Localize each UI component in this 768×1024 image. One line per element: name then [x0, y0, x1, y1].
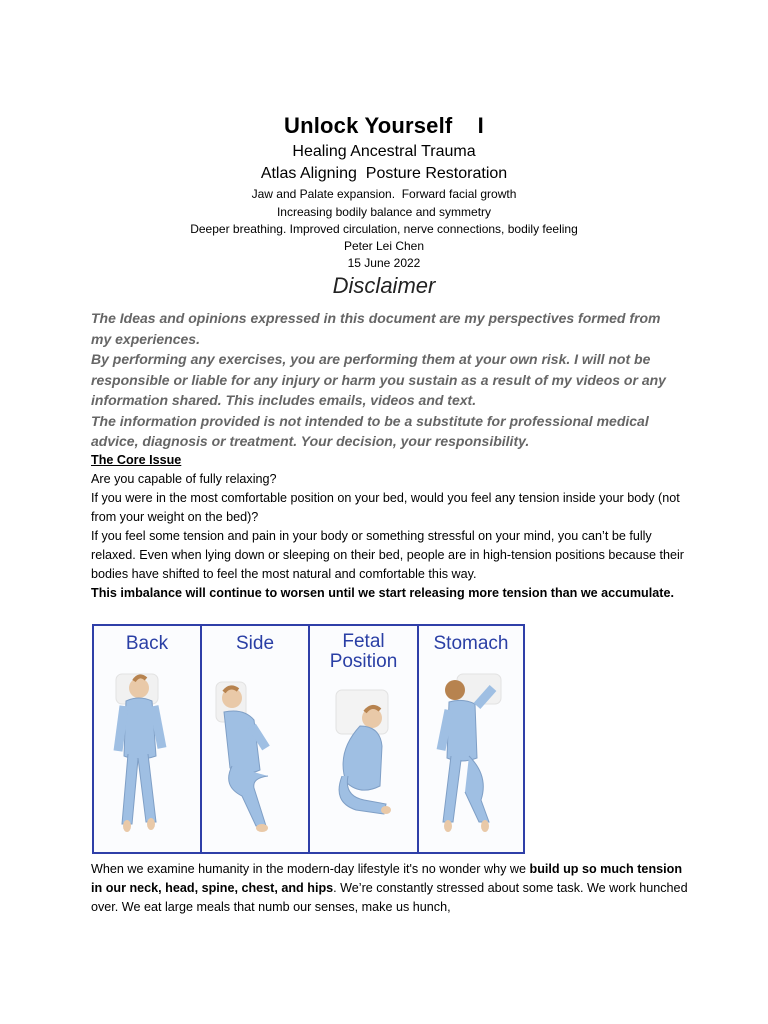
- bottom-text-start: When we examine humanity in the modern-day lifestyle it's no wonder why we: [91, 862, 530, 876]
- body-paragraph: If you were in the most comfortable position on your bed, would you feel any tension inside your body (not from your weight on the bed)?: [91, 491, 680, 524]
- core-issue-heading: The Core Issue: [91, 453, 182, 467]
- panel-fetal: [308, 624, 419, 854]
- disclaimer-paragraph: The information provided is not intended to be a substitute for professional medical advice, diagnosis or treatment. Your decision, your responsibility.: [91, 412, 649, 449]
- fetal-sleeper-illustration: [310, 626, 417, 852]
- panel-label-position: Position: [329, 651, 398, 672]
- body-paragraph: If you feel some tension and pain in your body or something stressful on your mind, you can’t be fully relaxed. Even when lying down or sleeping on their bed, people are in high-tension positions because their bodies have shifted to feel the most natural and comfortable this way.: [91, 529, 684, 581]
- bottom-paragraph: [91, 860, 691, 917]
- bottom-text-end: . We’re constantly stressed about some task. We work hunched over. We eat large meals that numb our senses, make us hunch,: [91, 881, 688, 914]
- sleep-positions-figure: [92, 624, 525, 856]
- author-name: Peter Lei Chen: [343, 239, 425, 253]
- disclaimer-paragraph: By performing any exercises, you are performing them at your own risk. I will not be responsible or liable for any injury or harm you sustain as a result of my videos or any information shared. This includes emails, videos and text.: [91, 351, 666, 408]
- disclaimer-text: [91, 308, 681, 452]
- subtitle-atlas: Atlas Aligning Posture Restoration: [260, 165, 508, 182]
- body-paragraph: Are you capable of fully relaxing?: [91, 472, 277, 486]
- panel-back: [92, 624, 202, 854]
- panel-label-back: Back: [125, 633, 169, 654]
- subtitle-line-balance: Increasing bodily balance and symmetry: [276, 205, 492, 219]
- panel-label-fetal: Fetal: [342, 631, 385, 652]
- core-issue-section: [91, 451, 691, 603]
- subtitle-line-jaw: Jaw and Palate expansion. Forward facial growth: [251, 187, 517, 201]
- panel-stomach: [417, 624, 525, 854]
- subtitle-line-breathing: Deeper breathing. Improved circulation, nerve connections, bodily feeling: [190, 222, 578, 236]
- subtitle-healing: Healing Ancestral Trauma: [292, 143, 476, 160]
- disclaimer-paragraph: The Ideas and opinions expressed in this document are my perspectives formed from my experiences.: [91, 310, 661, 347]
- document-date: 15 June 2022: [347, 256, 421, 270]
- panel-side: [200, 624, 310, 854]
- stomach-sleeper-illustration: [419, 626, 523, 852]
- document-title: Unlock Yourself I: [283, 113, 484, 138]
- panel-label-side: Side: [235, 633, 275, 654]
- bottom-text-bold: build up so much tension in our neck, head, spine, chest, and hips: [91, 862, 683, 895]
- panel-label-stomach: Stomach: [433, 633, 509, 654]
- back-sleeper-illustration: [94, 626, 200, 852]
- disclaimer-heading: Disclaimer: [332, 273, 436, 298]
- side-sleeper-illustration: [202, 626, 308, 852]
- body-paragraph-bold: This imbalance will continue to worsen until we start releasing more tension than we accumulate.: [91, 586, 674, 600]
